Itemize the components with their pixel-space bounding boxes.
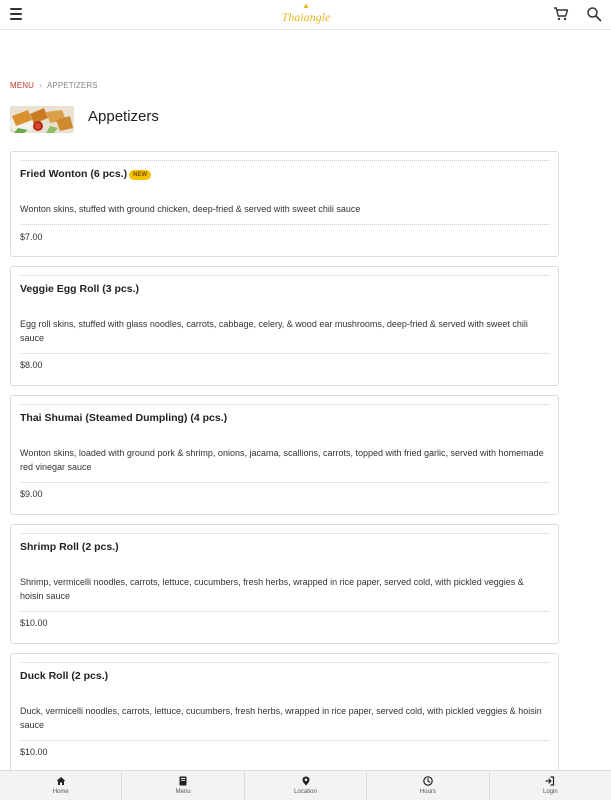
cart-icon[interactable]	[553, 6, 569, 22]
location-pin-icon	[301, 776, 311, 786]
top-bar	[0, 0, 611, 30]
item-description: Wonton skins, stuffed with ground chicken, deep-fried & served with sweet chili sauce	[20, 204, 361, 214]
divider	[20, 740, 549, 741]
nav-hours[interactable]	[367, 771, 489, 800]
nav-home[interactable]	[0, 771, 122, 800]
item-price: $10.00	[20, 618, 48, 628]
logo[interactable]	[276, 2, 336, 28]
menu-item-card[interactable]	[10, 395, 559, 515]
item-price: $10.00	[20, 747, 48, 757]
item-description: Egg roll skins, stuffed with glass noodles, carrots, cabbage, celery, & wood ear mushrooms, deep-fried & served with sweet chili sauce	[20, 319, 528, 343]
item-price: $8.00	[20, 360, 43, 370]
clock-icon	[423, 776, 433, 786]
item-name	[20, 168, 151, 180]
divider	[20, 482, 549, 483]
divider	[20, 224, 549, 225]
breadcrumb-menu-link[interactable]: MENU	[10, 81, 34, 90]
item-description: Wonton skins, loaded with ground pork & shrimp, onions, jacama, scallions, carrots, topped with fried garlic, served with homemade red vinegar sauce	[20, 448, 544, 472]
item-price: $9.00	[20, 489, 43, 499]
item-name-text: Thai Shumai (Steamed Dumpling) (4 pcs.)	[20, 412, 228, 424]
divider	[20, 404, 549, 405]
menu-book-icon	[178, 776, 188, 786]
breadcrumb-separator: ›	[39, 81, 43, 90]
item-name	[20, 283, 139, 295]
divider	[20, 662, 549, 663]
item-name-text: Fried Wonton (6 pcs.)	[20, 168, 128, 180]
search-icon[interactable]	[586, 6, 602, 22]
login-icon	[545, 776, 555, 786]
nav-label: Location	[294, 789, 317, 795]
bottom-nav	[0, 770, 611, 800]
item-name	[20, 541, 119, 553]
logo-text: Thaiangle	[281, 10, 331, 24]
item-name-text: Duck Roll (2 pcs.)	[20, 670, 109, 682]
divider	[20, 275, 549, 276]
item-description: Shrimp, vermicelli noodles, carrots, lettuce, cucumbers, fresh herbs, wrapped in rice paper, served cold, with pickled veggies & hoisin sauce	[20, 577, 524, 601]
item-name	[20, 412, 227, 424]
logo-crown-icon: ▲	[302, 1, 310, 10]
menu-item-card[interactable]	[10, 524, 559, 644]
item-description: Duck, vermicelli noodles, carrots, lettuce, cucumbers, fresh herbs, wrapped in rice paper, served cold, with pickled veggies & hoisin sauce	[20, 706, 542, 730]
nav-login[interactable]	[490, 771, 611, 800]
nav-label: Login	[542, 789, 558, 795]
item-price: $7.00	[20, 232, 43, 242]
nav-label: Home	[52, 789, 69, 795]
divider	[20, 160, 549, 161]
item-name	[20, 670, 108, 682]
divider	[20, 533, 549, 534]
nav-label: Hours	[419, 789, 436, 795]
nav-location[interactable]	[245, 771, 367, 800]
menu-item-card[interactable]	[10, 151, 559, 257]
breadcrumb	[10, 81, 98, 90]
category-thumbnail	[10, 106, 74, 133]
page-title: Appetizers	[88, 108, 159, 125]
new-badge: NEW	[129, 170, 151, 180]
nav-menu[interactable]	[122, 771, 244, 800]
divider	[20, 353, 549, 354]
item-name-text: Shrimp Roll (2 pcs.)	[20, 541, 119, 553]
nav-label: Menu	[175, 789, 191, 795]
menu-item-card[interactable]	[10, 266, 559, 386]
home-icon	[56, 776, 66, 786]
item-name-text: Veggie Egg Roll (3 pcs.)	[20, 283, 140, 295]
breadcrumb-current: APPETIZERS	[46, 81, 98, 90]
divider	[20, 611, 549, 612]
hamburger-icon[interactable]	[10, 8, 22, 20]
menu-item-card[interactable]	[10, 653, 559, 775]
